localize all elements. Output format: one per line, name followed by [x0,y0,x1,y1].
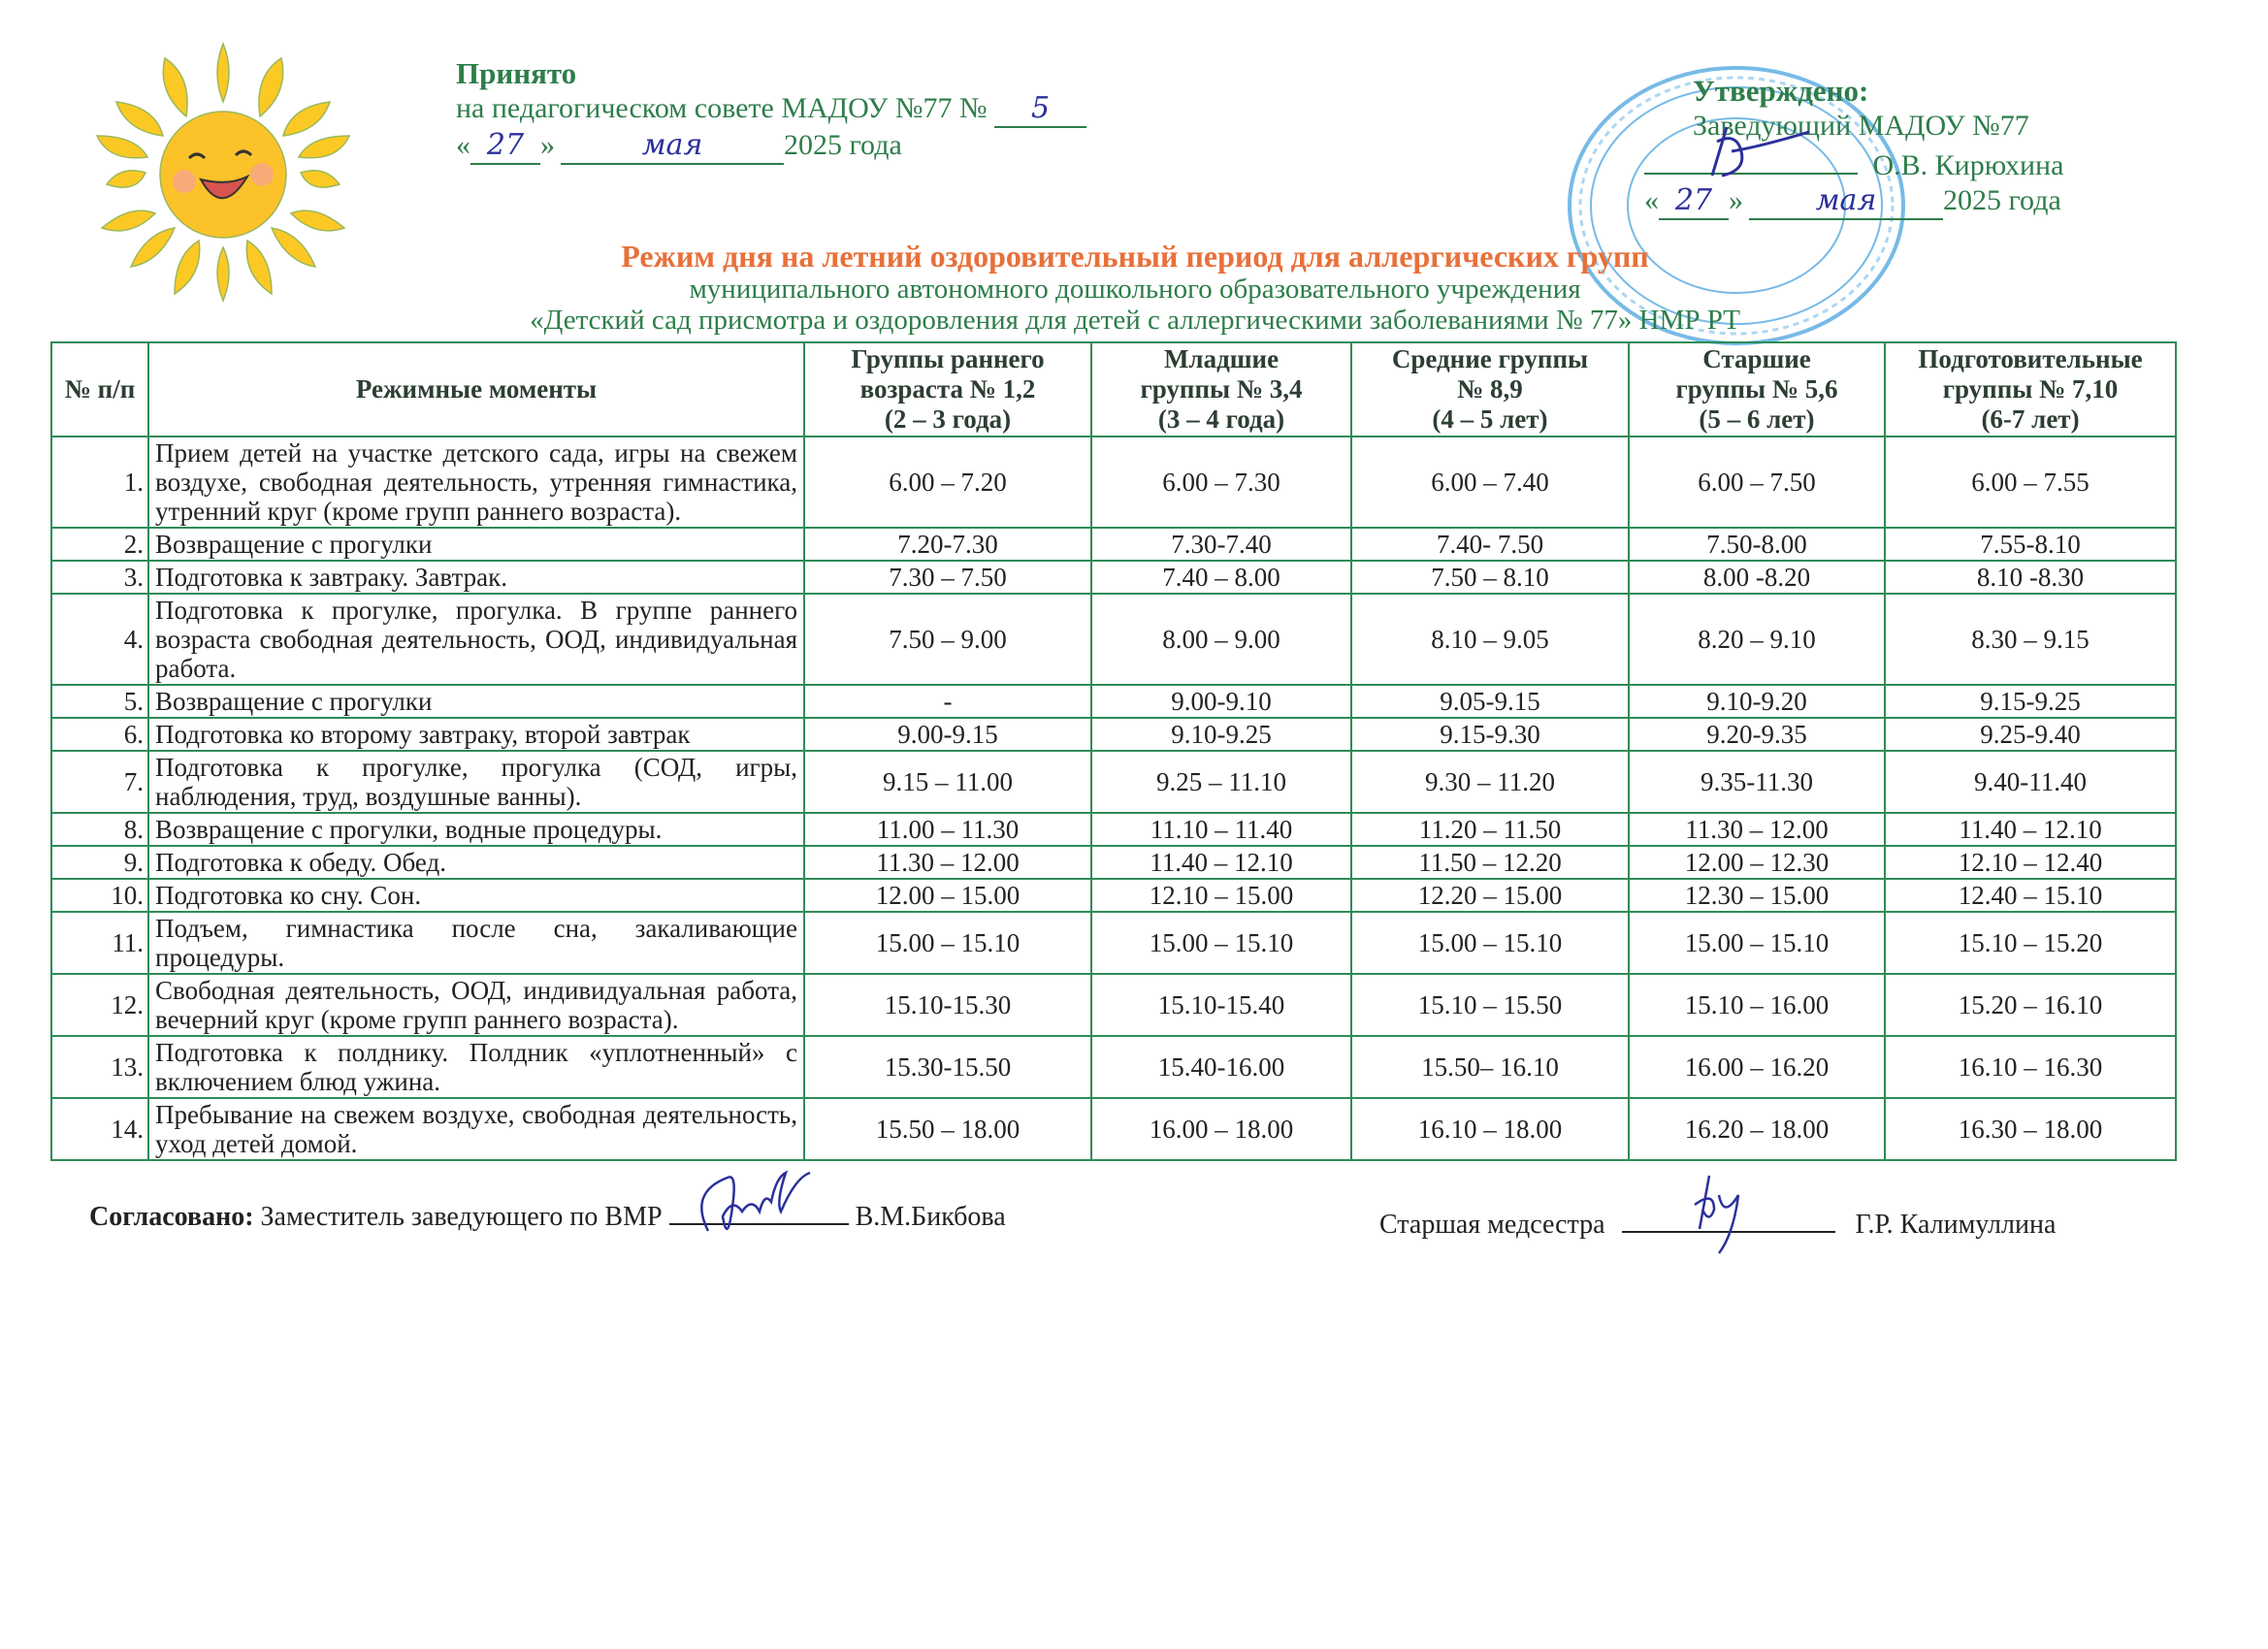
title-line-3: «Детский сад присмотра и оздоровления для детей с аллергическими заболеваниями № 77» НМР РТ [530,305,1740,336]
activity-cell: Пребывание на свежем воздухе, свободная деятельность, уход детей домой. [148,1098,804,1160]
header-num: № п/п [51,342,148,436]
row-number: 7. [51,751,148,813]
row-number: 4. [51,594,148,685]
row-number: 1. [51,436,148,528]
time-cell-senior: 16.00 – 16.20 [1629,1036,1885,1098]
accepted-month: мая [561,128,784,165]
table-row [51,846,2176,879]
content-area [50,341,2175,1272]
time-cell-junior: 11.40 – 12.10 [1091,846,1351,879]
time-cell-middle: 11.50 – 12.20 [1351,846,1629,879]
header-line: Старшие [1702,344,1811,373]
table-row [51,528,2176,561]
activity-cell: Подготовка ко сну. Сон. [148,879,804,912]
header-line: (5 – 6 лет) [1699,404,1815,434]
accepted-council-line [456,91,1086,128]
deputy-position: Заместитель заведующего по ВМР [260,1202,663,1232]
row-number: 8. [51,813,148,846]
row-number: 10. [51,879,148,912]
schedule-body [51,436,2176,1160]
activity-cell: Подготовка к прогулке, прогулка. В группе раннего возраста свободная деятельность, ООД, индивидуальная работа. [148,594,804,685]
table-row [51,879,2176,912]
time-cell-senior: 16.20 – 18.00 [1629,1098,1885,1160]
time-cell-early: 6.00 – 7.20 [804,436,1091,528]
activity-cell: Подготовка к обеду. Обед. [148,846,804,879]
header-line: группы № 5,6 [1675,374,1838,404]
approved-block [1644,74,2064,220]
time-cell-early: 9.15 – 11.00 [804,751,1091,813]
approved-day: 27 [1659,183,1729,220]
time-cell-middle: 12.20 – 15.00 [1351,879,1629,912]
sun-illustration [92,34,354,306]
table-row [51,1098,2176,1160]
row-number: 12. [51,974,148,1036]
footer-agreed [89,1194,1006,1233]
table-row [51,436,2176,528]
table-row [51,561,2176,594]
time-cell-early: 12.00 – 15.00 [804,879,1091,912]
time-cell-junior: 9.00-9.10 [1091,685,1351,718]
nurse-position: Старшая медсестра [1379,1210,1605,1240]
approved-title: Утверждено: [1693,74,1869,108]
header-group-middle [1351,342,1629,436]
time-cell-senior: 8.00 -8.20 [1629,561,1885,594]
time-cell-senior: 6.00 – 7.50 [1629,436,1885,528]
time-cell-preparatory: 12.10 – 12.40 [1885,846,2176,879]
row-number: 13. [51,1036,148,1098]
director-signature [1644,144,1858,175]
time-cell-junior: 8.00 – 9.00 [1091,594,1351,685]
header-group-early [804,342,1091,436]
time-cell-senior: 8.20 – 9.10 [1629,594,1885,685]
schedule-table [50,341,2177,1161]
row-number: 9. [51,846,148,879]
table-row [51,718,2176,751]
time-cell-preparatory: 16.10 – 16.30 [1885,1036,2176,1098]
time-cell-early: 15.30-15.50 [804,1036,1091,1098]
deputy-signature-mark [679,1163,834,1250]
header-group-preparatory [1885,342,2176,436]
activity-cell: Возвращение с прогулки [148,528,804,561]
time-cell-preparatory: 12.40 – 15.10 [1885,879,2176,912]
time-cell-junior: 16.00 – 18.00 [1091,1098,1351,1160]
title-line-2: муниципального автономного дошкольного образовательного учреждения [689,274,1581,305]
time-cell-junior: 6.00 – 7.30 [1091,436,1351,528]
activity-cell: Подъем, гимнастика после сна, закаливающие процедуры. [148,912,804,974]
time-cell-senior: 12.30 – 15.00 [1629,879,1885,912]
time-cell-junior: 11.10 – 11.40 [1091,813,1351,846]
table-row [51,685,2176,718]
protocol-number: 5 [994,91,1086,128]
time-cell-junior: 12.10 – 15.00 [1091,879,1351,912]
header-group-senior [1629,342,1885,436]
header-line: Подготовительные [1918,344,2143,373]
time-cell-preparatory: 11.40 – 12.10 [1885,813,2176,846]
accepted-title: Принято [456,56,577,90]
time-cell-middle: 9.30 – 11.20 [1351,751,1629,813]
approved-signature-line [1644,144,2063,183]
table-row [51,974,2176,1036]
time-cell-preparatory: 9.25-9.40 [1885,718,2176,751]
time-cell-early: 7.50 – 9.00 [804,594,1091,685]
time-cell-junior: 15.10-15.40 [1091,974,1351,1036]
time-cell-early: 11.00 – 11.30 [804,813,1091,846]
row-number: 5. [51,685,148,718]
activity-cell: Возвращение с прогулки [148,685,804,718]
header-line: (2 – 3 года) [884,404,1012,434]
header-group-junior [1091,342,1351,436]
time-cell-early: 9.00-9.15 [804,718,1091,751]
row-number: 11. [51,912,148,974]
activity-cell: Свободная деятельность, ООД, индивидуальная работа, вечерний круг (кроме групп раннего возраста). [148,974,804,1036]
header-line: группы № 7,10 [1942,374,2119,404]
time-cell-preparatory: 16.30 – 18.00 [1885,1098,2176,1160]
time-cell-middle: 9.15-9.30 [1351,718,1629,751]
title-line-1: Режим дня на летний оздоровительный период для аллергических групп [621,239,1649,274]
time-cell-early: 11.30 – 12.00 [804,846,1091,879]
row-number: 2. [51,528,148,561]
activity-cell: Прием детей на участке детского сада, игры на свежем воздухе, свободная деятельность, утренняя гимнастика, утренний круг (кроме групп раннего возраста). [148,436,804,528]
time-cell-senior: 9.10-9.20 [1629,685,1885,718]
accepted-block [456,56,1086,165]
header-line: группы № 3,4 [1140,374,1303,404]
time-cell-preparatory: 15.10 – 15.20 [1885,912,2176,974]
time-cell-middle: 8.10 – 9.05 [1351,594,1629,685]
time-cell-preparatory: 9.15-9.25 [1885,685,2176,718]
accepted-day: 27 [470,128,540,165]
time-cell-middle: 11.20 – 11.50 [1351,813,1629,846]
time-cell-senior: 9.35-11.30 [1629,751,1885,813]
table-row [51,751,2176,813]
time-cell-early: - [804,685,1091,718]
activity-cell: Подготовка к прогулке, прогулка (СОД, игры, наблюдения, труд, воздушные ванны). [148,751,804,813]
header-line: возраста № 1,2 [859,374,1036,404]
approved-month: мая [1749,183,1943,220]
footer [50,1194,2175,1272]
time-cell-senior: 9.20-9.35 [1629,718,1885,751]
table-row [51,912,2176,974]
activity-cell: Подготовка к полднику. Полдник «уплотненный» с включением блюд ужина. [148,1036,804,1098]
accepted-date-line: « 27 » мая 2025 года [456,128,1086,165]
accepted-council-text: на педагогическом совете МАДОУ №77 № [456,92,988,124]
row-number: 3. [51,561,148,594]
activity-cell: Подготовка к завтраку. Завтрак. [148,561,804,594]
header-row [51,342,2176,436]
activity-cell: Возвращение с прогулки, водные процедуры. [148,813,804,846]
document-title [407,239,1863,336]
header-line: (4 – 5 лет) [1432,404,1548,434]
time-cell-preparatory: 8.30 – 9.15 [1885,594,2176,685]
time-cell-middle: 15.00 – 15.10 [1351,912,1629,974]
nurse-name: Г.Р. Калимуллина [1855,1210,2057,1240]
accepted-year: 2025 года [784,129,902,161]
time-cell-early: 15.50 – 18.00 [804,1098,1091,1160]
header-line: (6-7 лет) [1981,404,2080,434]
header-line: Младшие [1163,344,1280,373]
time-cell-middle: 16.10 – 18.00 [1351,1098,1629,1160]
row-number: 6. [51,718,148,751]
time-cell-early: 15.10-15.30 [804,974,1091,1036]
time-cell-early: 7.20-7.30 [804,528,1091,561]
time-cell-senior: 11.30 – 12.00 [1629,813,1885,846]
approved-name: О.В. Кирюхина [1872,149,2064,181]
approved-year: 2025 года [1943,184,2061,216]
nurse-signature-mark [1675,1171,1792,1258]
time-cell-junior: 15.40-16.00 [1091,1036,1351,1098]
table-row [51,594,2176,685]
time-cell-preparatory: 8.10 -8.30 [1885,561,2176,594]
time-cell-junior: 7.40 – 8.00 [1091,561,1351,594]
time-cell-junior: 9.25 – 11.10 [1091,751,1351,813]
table-row [51,1036,2176,1098]
time-cell-early: 15.00 – 15.10 [804,912,1091,974]
header-line: Группы раннего [851,344,1045,373]
time-cell-preparatory: 15.20 – 16.10 [1885,974,2176,1036]
time-cell-middle: 15.50– 16.10 [1351,1036,1629,1098]
time-cell-junior: 9.10-9.25 [1091,718,1351,751]
table-row [51,813,2176,846]
header-line: № 8,9 [1457,374,1523,404]
deputy-signature [669,1194,849,1225]
time-cell-preparatory: 9.40-11.40 [1885,751,2176,813]
time-cell-senior: 15.10 – 16.00 [1629,974,1885,1036]
director-signature-mark [1673,122,1819,180]
time-cell-middle: 15.10 – 15.50 [1351,974,1629,1036]
activity-cell: Подготовка ко второму завтраку, второй завтрак [148,718,804,751]
time-cell-preparatory: 7.55-8.10 [1885,528,2176,561]
time-cell-middle: 7.40- 7.50 [1351,528,1629,561]
time-cell-junior: 7.30-7.40 [1091,528,1351,561]
header-activity: Режимные моменты [148,342,804,436]
time-cell-preparatory: 6.00 – 7.55 [1885,436,2176,528]
agreed-label: Согласовано: [89,1202,254,1232]
time-cell-junior: 15.00 – 15.10 [1091,912,1351,974]
nurse-signature [1622,1202,1835,1233]
time-cell-senior: 15.00 – 15.10 [1629,912,1885,974]
approved-date-line: « 27 » мая 2025 года [1644,183,2063,220]
header-line: Средние группы [1391,344,1589,373]
deputy-name: В.М.Бикбова [855,1202,1006,1232]
time-cell-early: 7.30 – 7.50 [804,561,1091,594]
footer-nurse [1379,1202,2056,1241]
header-line: (3 – 4 года) [1157,404,1285,434]
time-cell-senior: 12.00 – 12.30 [1629,846,1885,879]
time-cell-middle: 6.00 – 7.40 [1351,436,1629,528]
row-number: 14. [51,1098,148,1160]
time-cell-middle: 9.05-9.15 [1351,685,1629,718]
time-cell-middle: 7.50 – 8.10 [1351,561,1629,594]
time-cell-senior: 7.50-8.00 [1629,528,1885,561]
approved-position: Заведующий МАДОУ №77 [1693,110,2029,142]
